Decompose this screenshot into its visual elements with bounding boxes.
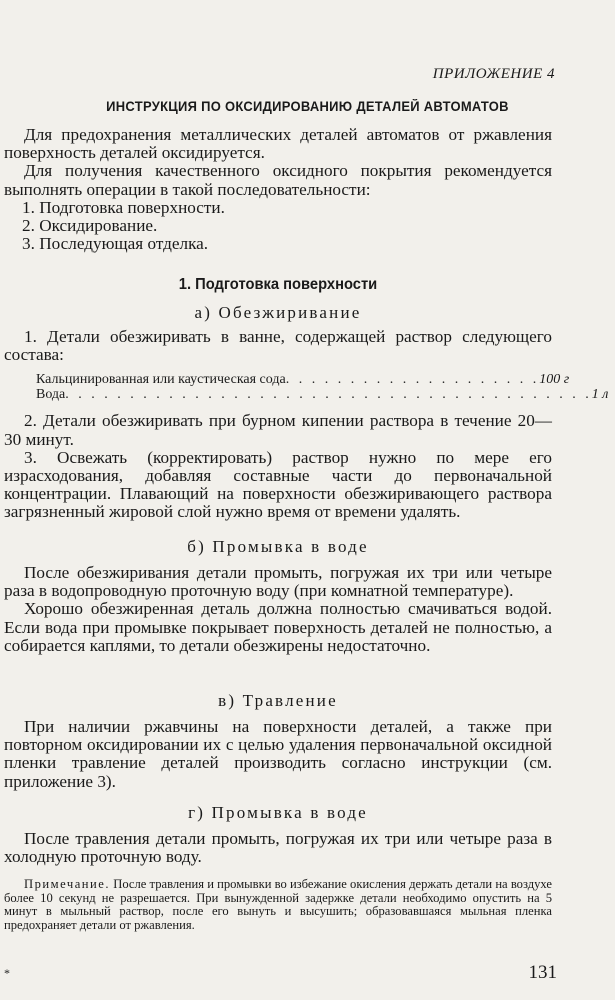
page-number: 131 [528, 962, 557, 983]
intro-paragraph-1: Для предохранения металлических деталей автоматов от ржавления поверхность деталей оксидируется. [4, 125, 552, 163]
note-paragraph [4, 878, 552, 932]
note-label: Примечание. [24, 877, 111, 891]
degreasing-paragraph-1: 1. Детали обезжиривать в ванне, содержащей раствор следующего состава: [4, 327, 552, 365]
degreasing-paragraph-2: 2. Детали обезжиривать при бурном кипении раствора в течение 20—30 минут. [4, 411, 552, 449]
rinse2-paragraph: После травления детали промыть, погружая их три или четыре раза в холодную проточную воду. [4, 829, 552, 867]
degreasing-paragraph-3: 3. Освежать (корректировать) раствор нужно по мере его израсходования, добавляя составные части до первоначальной концентрации. Плавающий на поверхности обезжиривающего раствора загрязненный жировой слой нужно время от времени удалять. [4, 447, 552, 522]
formula-item-name: Кальцинированная или каустическая сода [36, 372, 286, 388]
formula-item-amount: 1 л [591, 387, 609, 403]
leader-dots: . . . . . . . . . . . . . . . . . . . . [285, 372, 540, 388]
list-item: 1. Подготовка поверхности. [22, 197, 225, 217]
steps-list [4, 199, 552, 254]
rinse-block [4, 564, 552, 655]
etching-block [4, 718, 552, 791]
note-block [4, 878, 552, 932]
formula-row [36, 387, 609, 403]
subsection-heading-d: г) Промывка в воде [188, 803, 368, 822]
footnote-mark: * [4, 966, 10, 980]
document-title: ИНСТРУКЦИЯ ПО ОКСИДИРОВАНИЮ ДЕТАЛЕЙ АВТОМАТОВ [106, 99, 509, 114]
formula-item-name: Вода [36, 387, 66, 403]
intro-block [4, 126, 552, 253]
appendix-label: ПРИЛОЖЕНИЕ 4 [432, 66, 555, 82]
note-text: После травления и промывки во избежание окисления держать детали на воздухе более 10 секунд не разрешается. При вынужденной задержке детали необходимо опустить на 5 минут в мыльный раствор, после его вынуть и высушить; образовавшаяся мыльная пленка предохраняет детали от ржавления. [4, 877, 553, 932]
degreasing-block [4, 327, 609, 522]
subsection-heading-a: а) Обезжиривание [194, 303, 362, 322]
leader-dots: . . . . . . . . . . . . . . . . . . . . . . . . . . . . . . . . . . . . . . . . . [65, 387, 592, 403]
list-item: 3. Последующая отделка. [22, 234, 209, 254]
rinse-paragraph-1: После обезжиривания детали промыть, погружая их три или четыре раза в водопроводную проточную воду (при комнатной температуре). [4, 563, 552, 601]
list-item: 2. Оксидирование. [22, 216, 158, 236]
solution-formula [4, 372, 609, 403]
formula-row [36, 372, 570, 388]
subsection-heading-c: в) Травление [218, 691, 338, 710]
etching-paragraph: При наличии ржавчины на поверхности деталей, а также при повторном оксидировании их с целью удаления первоначальной оксидной пленки травление деталей производить согласно инструкции (см. приложение 3). [4, 717, 552, 791]
formula-item-amount: 100 г [539, 372, 570, 388]
intro-paragraph-2: Для получения качественного оксидного покрытия рекомендуется выполнять операции в такой последовательности: [4, 161, 552, 199]
section-heading: 1. Подготовка поверхности [178, 276, 378, 293]
rinse2-block [4, 830, 552, 866]
subsection-heading-b: б) Промывка в воде [187, 537, 369, 556]
rinse-paragraph-2: Хорошо обезжиренная деталь должна полностью смачиваться водой. Если вода при промывке покрывает поверхность деталей не полностью, а собирается каплями, то детали обезжирены недостаточно. [4, 599, 552, 655]
